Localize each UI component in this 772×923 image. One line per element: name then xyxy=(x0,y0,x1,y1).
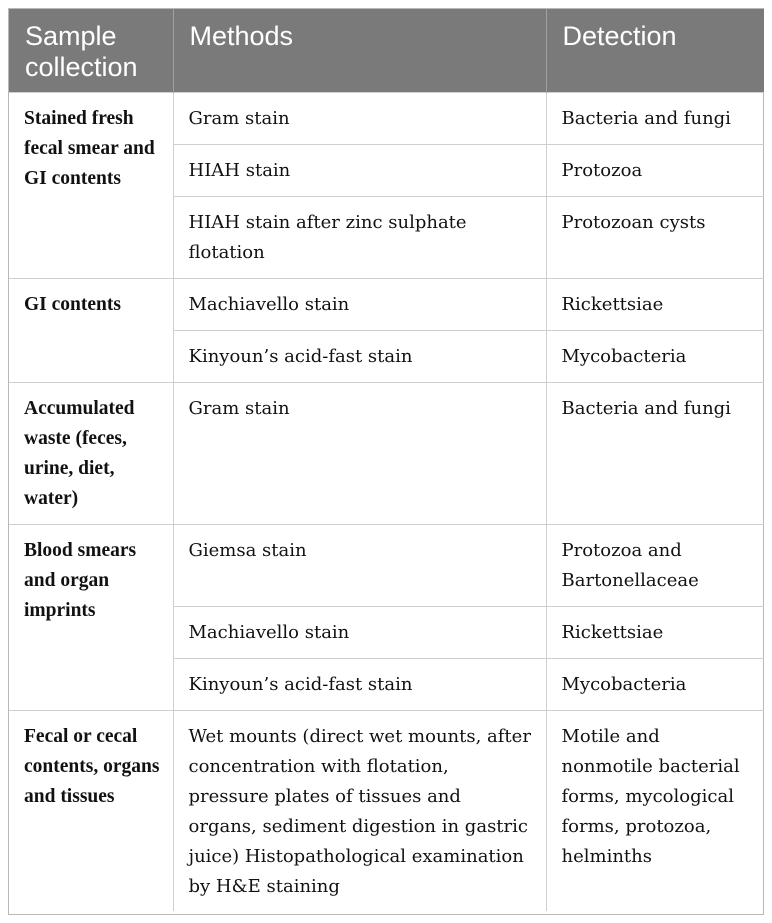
method-cell: Machiavello stain xyxy=(173,607,546,659)
table-row xyxy=(9,525,764,607)
collection-cell: GI contents xyxy=(9,279,173,383)
methods-table xyxy=(9,9,764,911)
header-row xyxy=(9,9,764,93)
method-cell: Wet mounts (direct wet mounts, after concentration with flotation, pressure plates of tissues and organs, sediment digestion in gastric juice) Histopathological examination by H&E staining xyxy=(173,711,546,912)
table-row xyxy=(9,383,764,525)
collection-cell: Blood smears and organ imprints xyxy=(9,525,173,711)
collection-cell: Accumulated waste (feces, urine, diet, water) xyxy=(9,383,173,525)
detection-cell: Mycobacteria xyxy=(546,659,764,711)
method-cell: Gram stain xyxy=(173,383,546,525)
detection-cell: Protozoa xyxy=(546,145,764,197)
method-cell: HIAH stain xyxy=(173,145,546,197)
table-row xyxy=(9,93,764,145)
table-row xyxy=(9,279,764,331)
detection-cell: Bacteria and fungi xyxy=(546,93,764,145)
method-cell: Gram stain xyxy=(173,93,546,145)
method-cell: Giemsa stain xyxy=(173,525,546,607)
detection-cell: Bacteria and fungi xyxy=(546,383,764,525)
detection-cell: Mycobacteria xyxy=(546,331,764,383)
detection-cell: Rickettsiae xyxy=(546,279,764,331)
header-detection: Detection xyxy=(546,9,764,93)
table-frame xyxy=(8,8,764,915)
method-cell: Machiavello stain xyxy=(173,279,546,331)
method-cell: Kinyoun’s acid-fast stain xyxy=(173,331,546,383)
detection-cell: Rickettsiae xyxy=(546,607,764,659)
header-methods: Methods xyxy=(173,9,546,93)
detection-cell: Motile and nonmotile bacterial forms, mycological forms, protozoa, helminths xyxy=(546,711,764,912)
header-sample-collection: Sample collection xyxy=(9,9,173,93)
collection-cell: Fecal or cecal contents, organs and tissues xyxy=(9,711,173,912)
method-cell: Kinyoun’s acid-fast stain xyxy=(173,659,546,711)
table-row xyxy=(9,711,764,912)
method-cell: HIAH stain after zinc sulphate flotation xyxy=(173,197,546,279)
detection-cell: Protozoan cysts xyxy=(546,197,764,279)
collection-cell: Stained fresh fecal smear and GI contents xyxy=(9,93,173,279)
detection-cell: Protozoa and Bartonellaceae xyxy=(546,525,764,607)
